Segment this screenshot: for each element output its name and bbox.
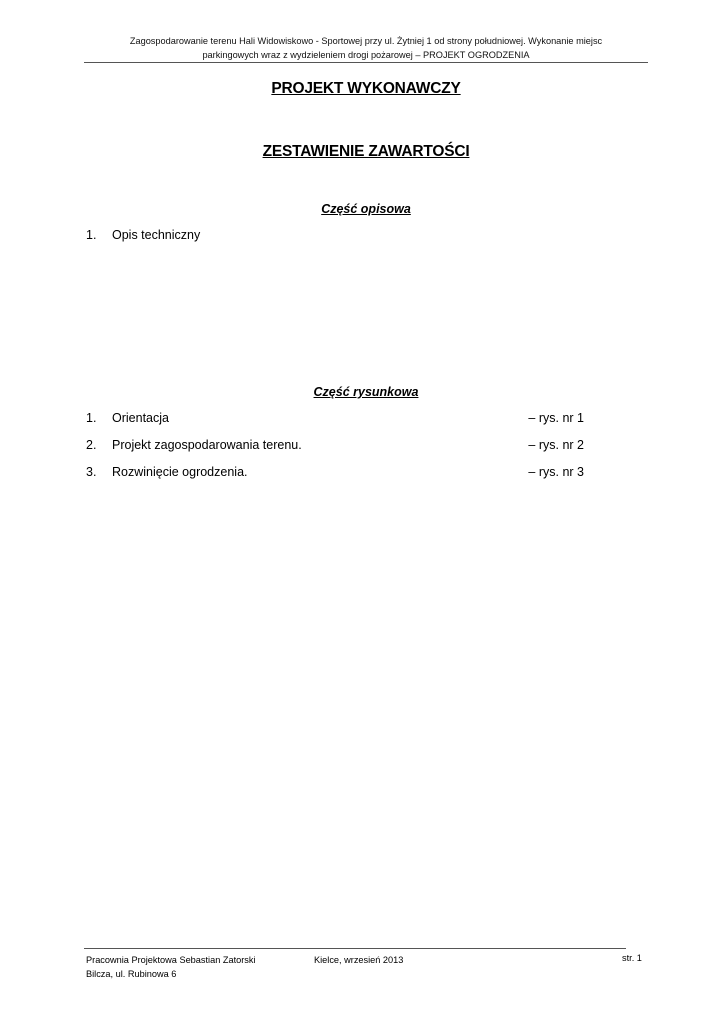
header-divider [84,62,648,63]
list-item [86,438,586,456]
item-text: Opis techniczny [112,228,201,242]
footer-company [86,953,256,981]
footer-company-address: Bilcza, ul. Rubinowa 6 [86,969,177,979]
list-item [86,228,586,246]
footer-divider [84,948,626,949]
item-ref: – rys. nr 1 [528,411,584,425]
section-heading-drawings: Część rysunkowa [313,385,419,399]
page-number: str. 1 [622,953,642,963]
header-line-1: Zagospodarowanie terenu Hali Widowiskowo - Sportowej przy ul. Żytniej 1 od strony południowej. Wykonanie miejsc [129,36,603,46]
item-ref: – rys. nr 2 [528,438,584,452]
document-subtitle: ZESTAWIENIE ZAWARTOŚCI [262,143,470,160]
item-text: Projekt zagospodarowania terenu. [112,438,302,452]
item-ref: – rys. nr 3 [528,465,584,479]
header-line-2: parkingowych wraz z wydzieleniem drogi pożarowej – PROJEKT OGRODZENIA [202,50,530,60]
document-title: PROJEKT WYKONAWCZY [271,80,461,97]
section-heading-descriptive: Część opisowa [321,202,411,216]
item-text: Orientacja [112,411,169,425]
page-header [84,34,648,62]
footer-place-date: Kielce, wrzesień 2013 [314,955,404,965]
list-item [86,411,586,429]
item-number: 2. [86,438,97,452]
item-number: 3. [86,465,97,479]
item-text: Rozwinięcie ogrodzenia. [112,465,248,479]
item-number: 1. [86,411,97,425]
footer-company-name: Pracownia Projektowa Sebastian Zatorski [86,955,256,965]
item-number: 1. [86,228,97,242]
list-item [86,465,586,483]
